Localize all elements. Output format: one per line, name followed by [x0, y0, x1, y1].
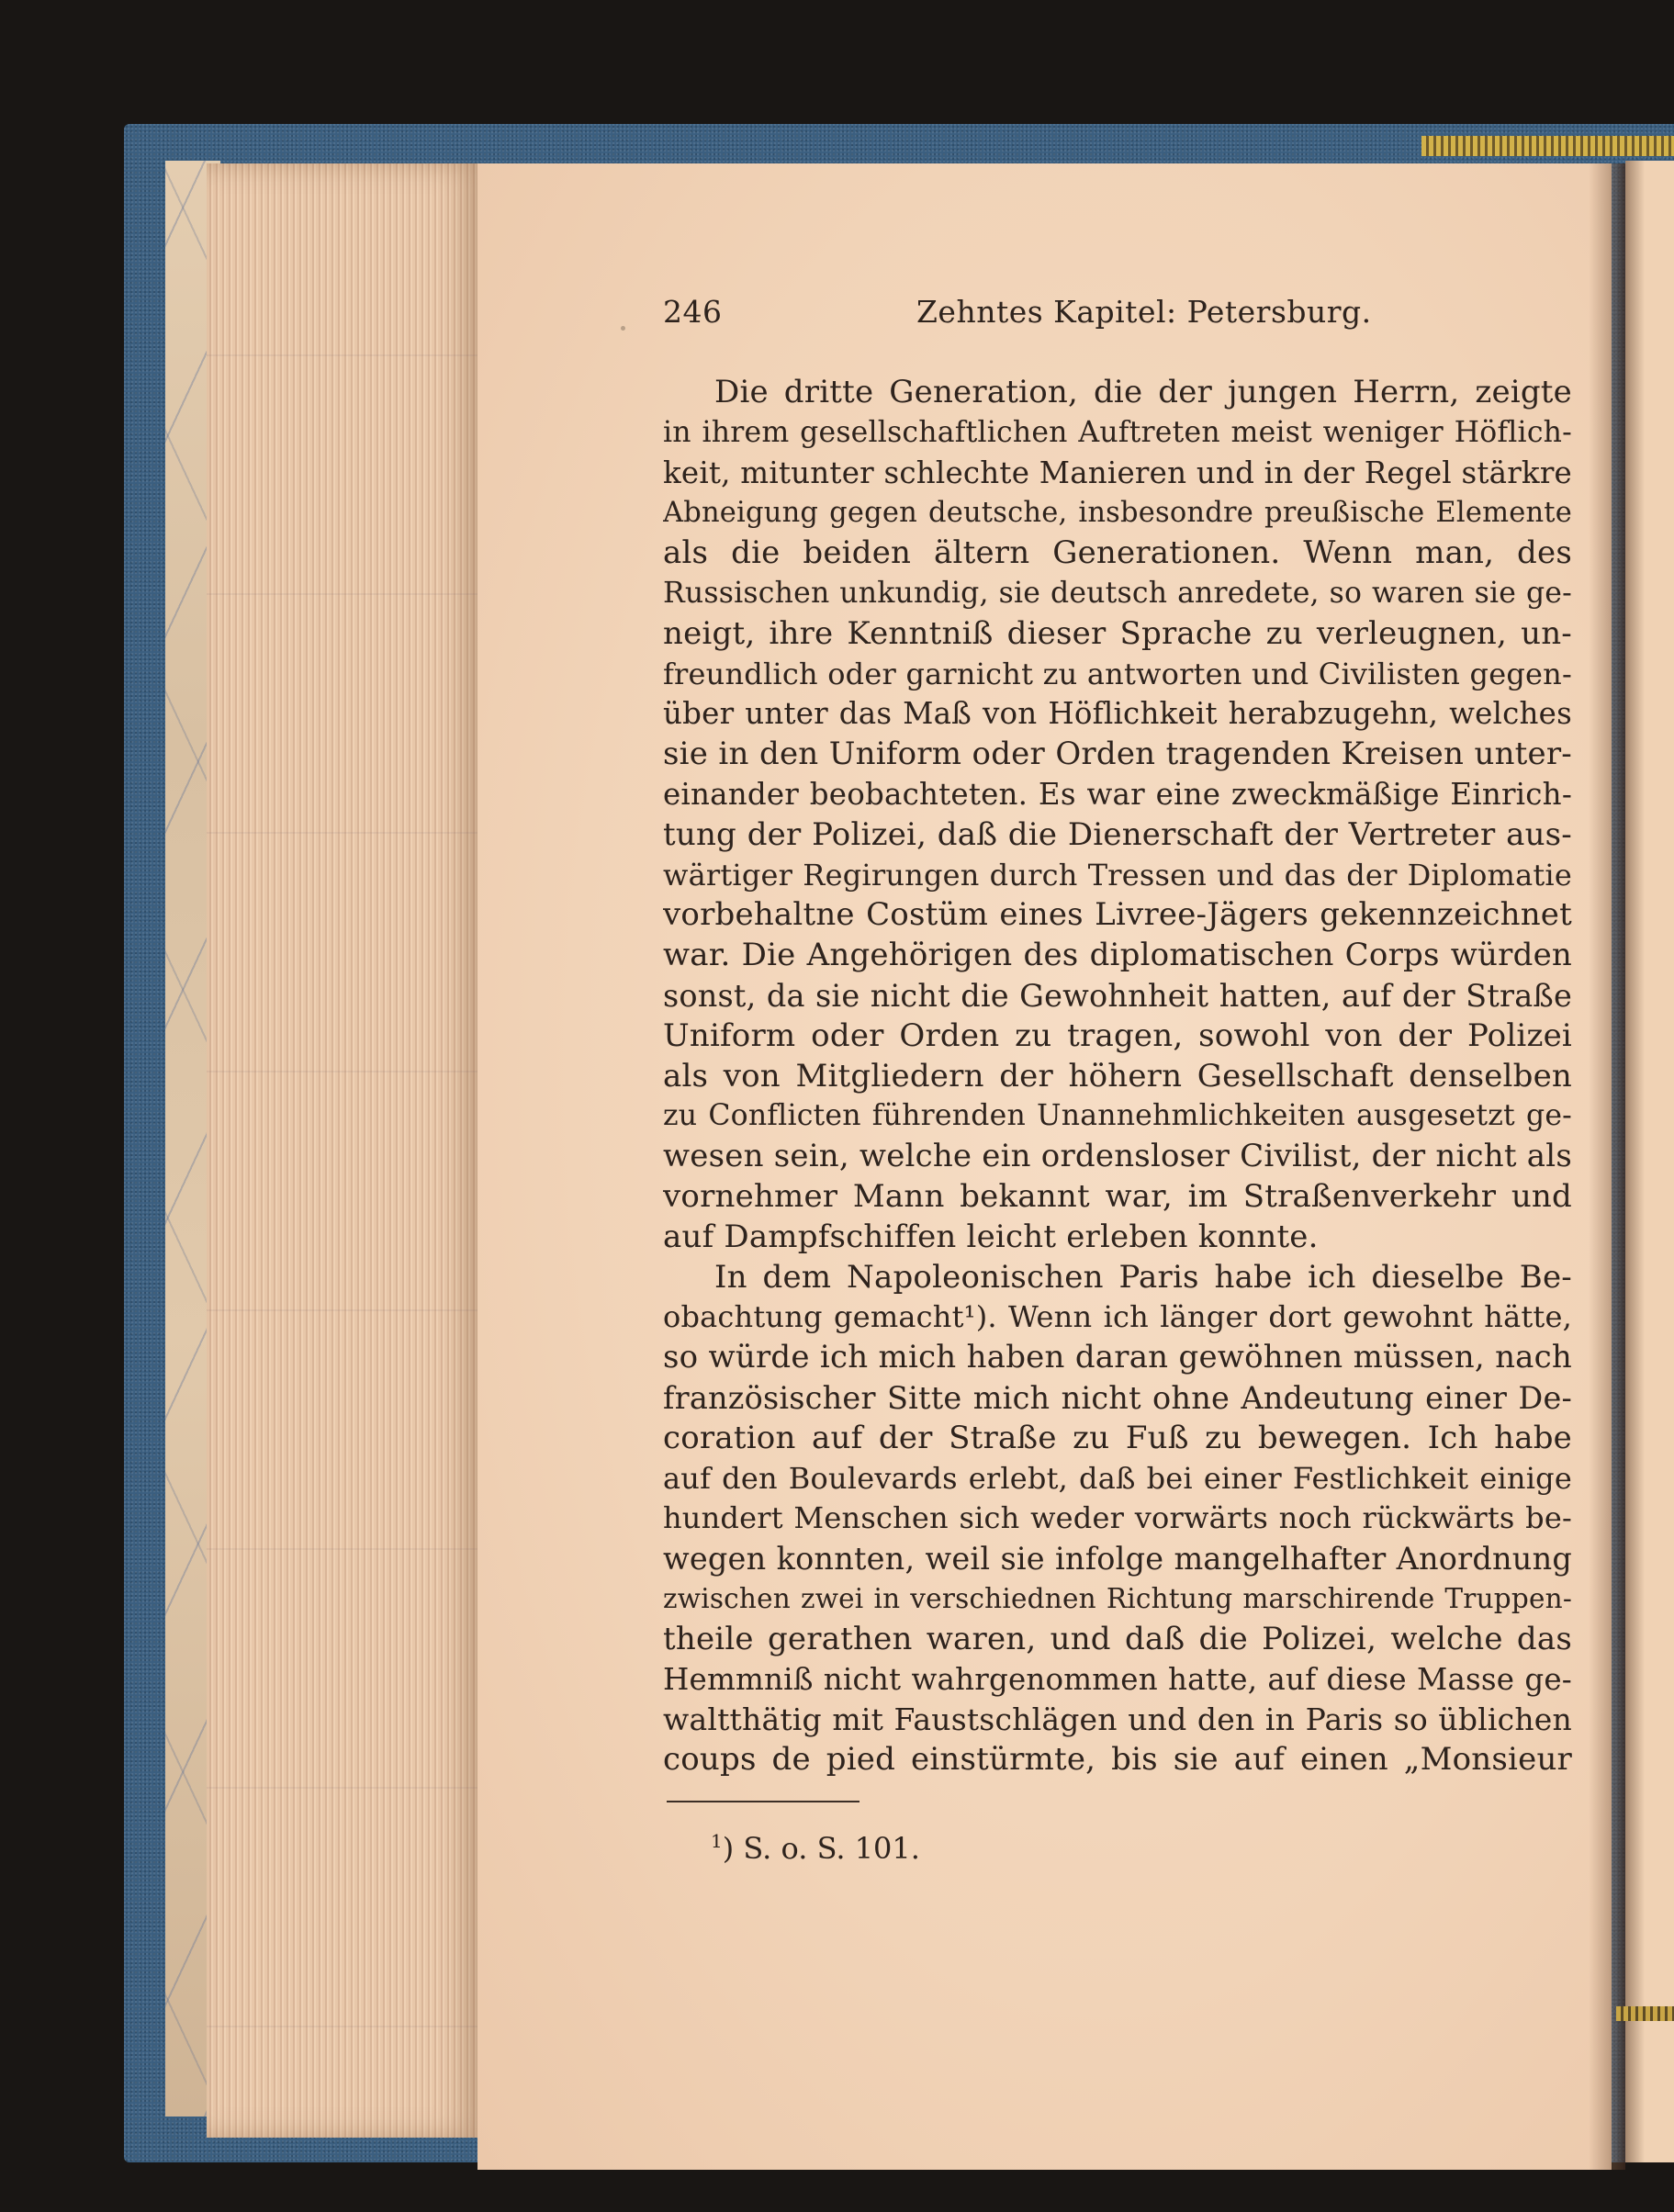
text-line: Russischen unkundig, sie deutsch anredete, so waren sie ge-: [663, 576, 1572, 610]
text-line: In dem Napoleonischen Paris habe ich dieselbe Be-: [714, 1258, 1572, 1296]
text-line: vorbehaltne Costüm eines Livree-Jägers gekennzeichnet: [663, 896, 1572, 934]
text-block: [663, 294, 1572, 1867]
text-line: hundert Menschen sich weder vorwärts noch rückwärts be-: [663, 1500, 1572, 1536]
paragraph: [663, 1258, 1572, 1780]
text-line: Uniform oder Orden zu tragen, sowohl von der Polizei: [663, 1016, 1572, 1054]
text-line: waltthätig mit Faustschlägen und den in Paris so üblichen: [663, 1701, 1572, 1738]
footnote-mark: 1: [711, 1829, 723, 1852]
text-line: zwischen zwei in verschiednen Richtung marschirende Truppen-: [663, 1582, 1572, 1614]
text-line: war. Die Angehörigen des diplomatischen Corps würden: [663, 937, 1572, 974]
body-text: [663, 373, 1572, 1780]
text-line: theile gerathen waren, und daß die Polizei, welche das: [663, 1620, 1572, 1657]
text-line: als die beiden ältern Generationen. Wenn man, des: [663, 534, 1572, 572]
margin-dot: [621, 326, 625, 331]
text-line: sonst, da sie nicht die Gewohnheit hatten, auf der Straße: [663, 977, 1572, 1014]
text-line: coration auf der Straße zu Fuß zu bewegen. Ich habe: [663, 1419, 1572, 1456]
text-line: zu Conflicten führenden Unannehmlichkeiten ausgesetzt ge-: [663, 1099, 1572, 1133]
footnote-text: ) S. o. S. 101.: [722, 1830, 920, 1866]
running-head: Zehntes Kapitel: Petersburg.: [916, 294, 1372, 330]
text-line: so würde ich mich haben daran gewöhnen müssen, nach: [663, 1339, 1572, 1376]
page-edges-shading: [207, 163, 482, 2138]
text-line: Abneigung gegen deutsche, insbesondre preußische Elemente: [663, 497, 1572, 530]
page-number: 246: [663, 294, 723, 330]
text-line: coups de pied einstürmte, bis sie auf einen „Monsieur: [663, 1741, 1572, 1779]
page-gutter: [1589, 163, 1625, 2170]
paragraph: [663, 373, 1572, 1258]
text-line: tung der Polizei, daß die Dienerschaft der Vertreter aus-: [663, 815, 1572, 853]
text-line: in ihrem gesellschaftlichen Auftreten meist weniger Höflich-: [663, 415, 1572, 449]
headband-top: [1421, 136, 1674, 156]
text-line: französischer Sitte mich nicht ohne Andeutung einer De-: [663, 1379, 1572, 1416]
footnote: [663, 1823, 1572, 1867]
text-line: wesen sein, welche ein ordensloser Civilist, der nicht als: [663, 1138, 1572, 1175]
text-line: keit, mitunter schlechte Manieren und in der Regel stärkre: [663, 455, 1572, 490]
text-line: vornehmer Mann bekannt war, im Straßenverkehr und: [663, 1177, 1572, 1215]
text-line: Hemmniß nicht wahrgenommen hatte, auf diese Masse ge-: [663, 1661, 1572, 1697]
text-line: Die dritte Generation, die der jungen Herrn, zeigte: [714, 374, 1572, 410]
text-line: freundlich oder garnicht zu antworten und Civilisten gegen-: [663, 656, 1572, 691]
text-line: sie in den Uniform oder Orden tragenden Kreisen unter-: [663, 735, 1572, 773]
text-line: obachtung gemacht¹). Wenn ich länger dort gewohnt hätte,: [663, 1299, 1572, 1335]
headband-bottom: [1616, 2006, 1674, 2021]
text-line: wegen konnten, weil sie infolge mangelhafter Anordnung: [663, 1541, 1572, 1578]
footnote-rule: [667, 1801, 859, 1802]
text-line: einander beobachteten. Es war eine zweckmäßige Einrich-: [663, 776, 1572, 812]
page-header: [663, 294, 1572, 338]
text-line: auf den Boulevards erlebt, daß bei einer Festlichkeit einige: [663, 1460, 1572, 1496]
text-line: neigt, ihre Kenntniß dieser Sprache zu verleugnen, un-: [663, 614, 1572, 652]
text-line: wärtiger Regirungen durch Tressen und das der Diplomatie: [663, 857, 1572, 893]
text-line: als von Mitgliedern der höhern Gesellschaft denselben: [663, 1057, 1572, 1095]
facing-page: [1625, 161, 1674, 2162]
text-line: auf Dampfschiffen leicht erleben konnte.: [663, 1218, 1319, 1255]
text-line: über unter das Maß von Höflichkeit herabzugehn, welches: [663, 696, 1572, 732]
